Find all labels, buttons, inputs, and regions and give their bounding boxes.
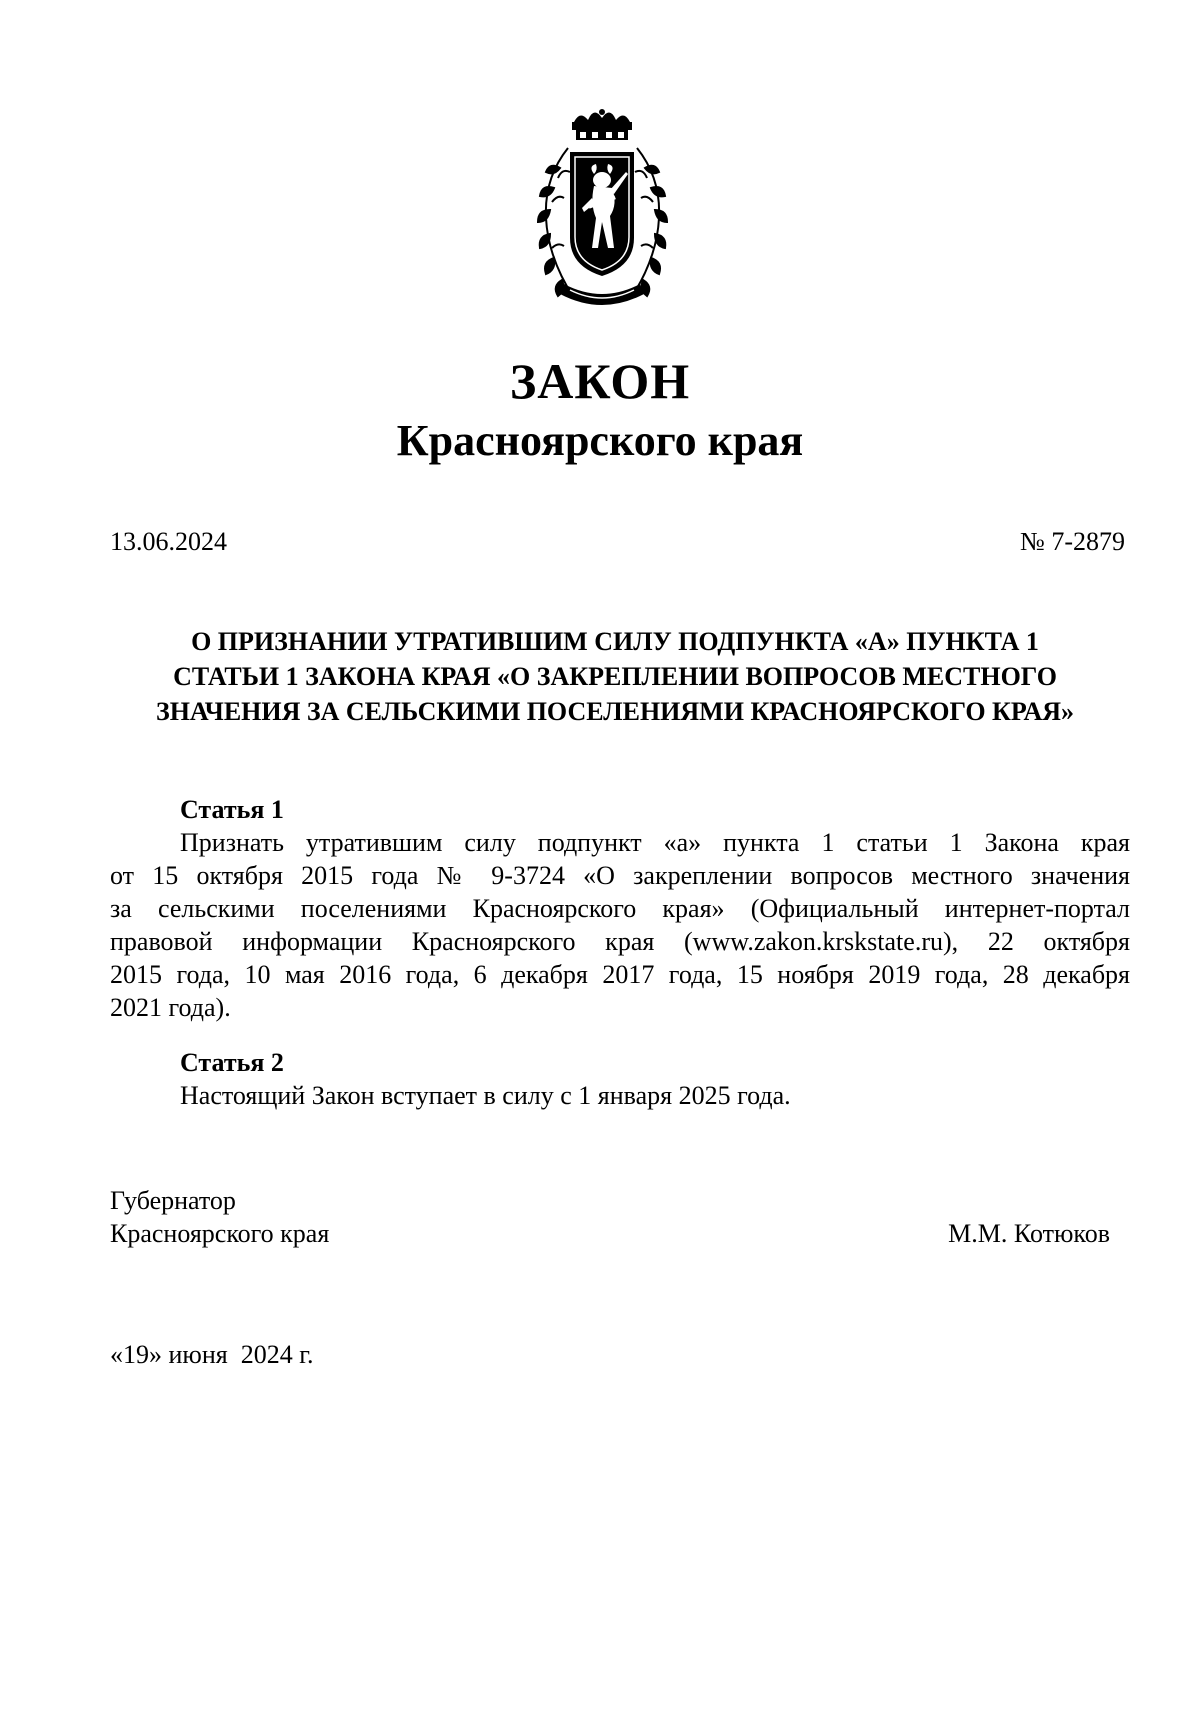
document-number: № 7-2879 <box>1020 527 1125 556</box>
article-2-line: Настоящий Закон вступает в силу с 1 января 2025 года. <box>180 1081 791 1110</box>
law-heading-line: ЗНАЧЕНИЯ ЗА СЕЛЬСКИМИ ПОСЕЛЕНИЯМИ КРАСНОЯРСКОГО КРАЯ» <box>155 697 1075 726</box>
law-heading-line: СТАТЬИ 1 ЗАКОНА КРАЯ «О ЗАКРЕПЛЕНИИ ВОПРОСОВ МЕСТНОГО <box>173 662 1057 691</box>
article-1-title: Статья 1 <box>180 795 284 824</box>
article-1-line: от 15 октября 2015 года № 9-3724 «О закреплении вопросов местного значения <box>110 861 1130 890</box>
article-1-line: за сельскими поселениями Красноярского края» (Официальный интернет-портал <box>110 894 1130 923</box>
article-1-body <box>110 826 1130 1024</box>
article-1-line: 2015 года, 10 мая 2016 года, 6 декабря 2017 года, 15 ноября 2019 года, 28 декабря <box>110 960 1130 989</box>
law-heading <box>100 624 1130 729</box>
article-2-title: Статья 2 <box>180 1048 284 1077</box>
article-1-line: 2021 года). <box>110 993 231 1022</box>
article-2-body <box>110 1079 1130 1112</box>
signer-position-line: Красноярского края <box>110 1219 330 1248</box>
document-title: ЗАКОН <box>509 353 691 409</box>
signer-name: М.М. Котюков <box>948 1219 1110 1248</box>
signer-position-line: Губернатор <box>110 1186 236 1215</box>
article-1-line: Признать утратившим силу подпункт «а» пункта 1 статьи 1 Закона края <box>180 828 1130 857</box>
signature-date: «19» июня 2024 г. <box>110 1340 314 1369</box>
signer-position <box>110 1184 329 1250</box>
document-date: 13.06.2024 <box>110 527 227 556</box>
coat-of-arms-icon <box>530 108 675 323</box>
article-1-line: правовой информации Красноярского края (www.zakon.krskstate.ru), 22 октября <box>110 927 1130 956</box>
law-heading-line: О ПРИЗНАНИИ УТРАТИВШИМ СИЛУ ПОДПУНКТА «А» ПУНКТА 1 <box>191 627 1039 656</box>
document-subtitle: Красноярского края <box>396 416 804 465</box>
